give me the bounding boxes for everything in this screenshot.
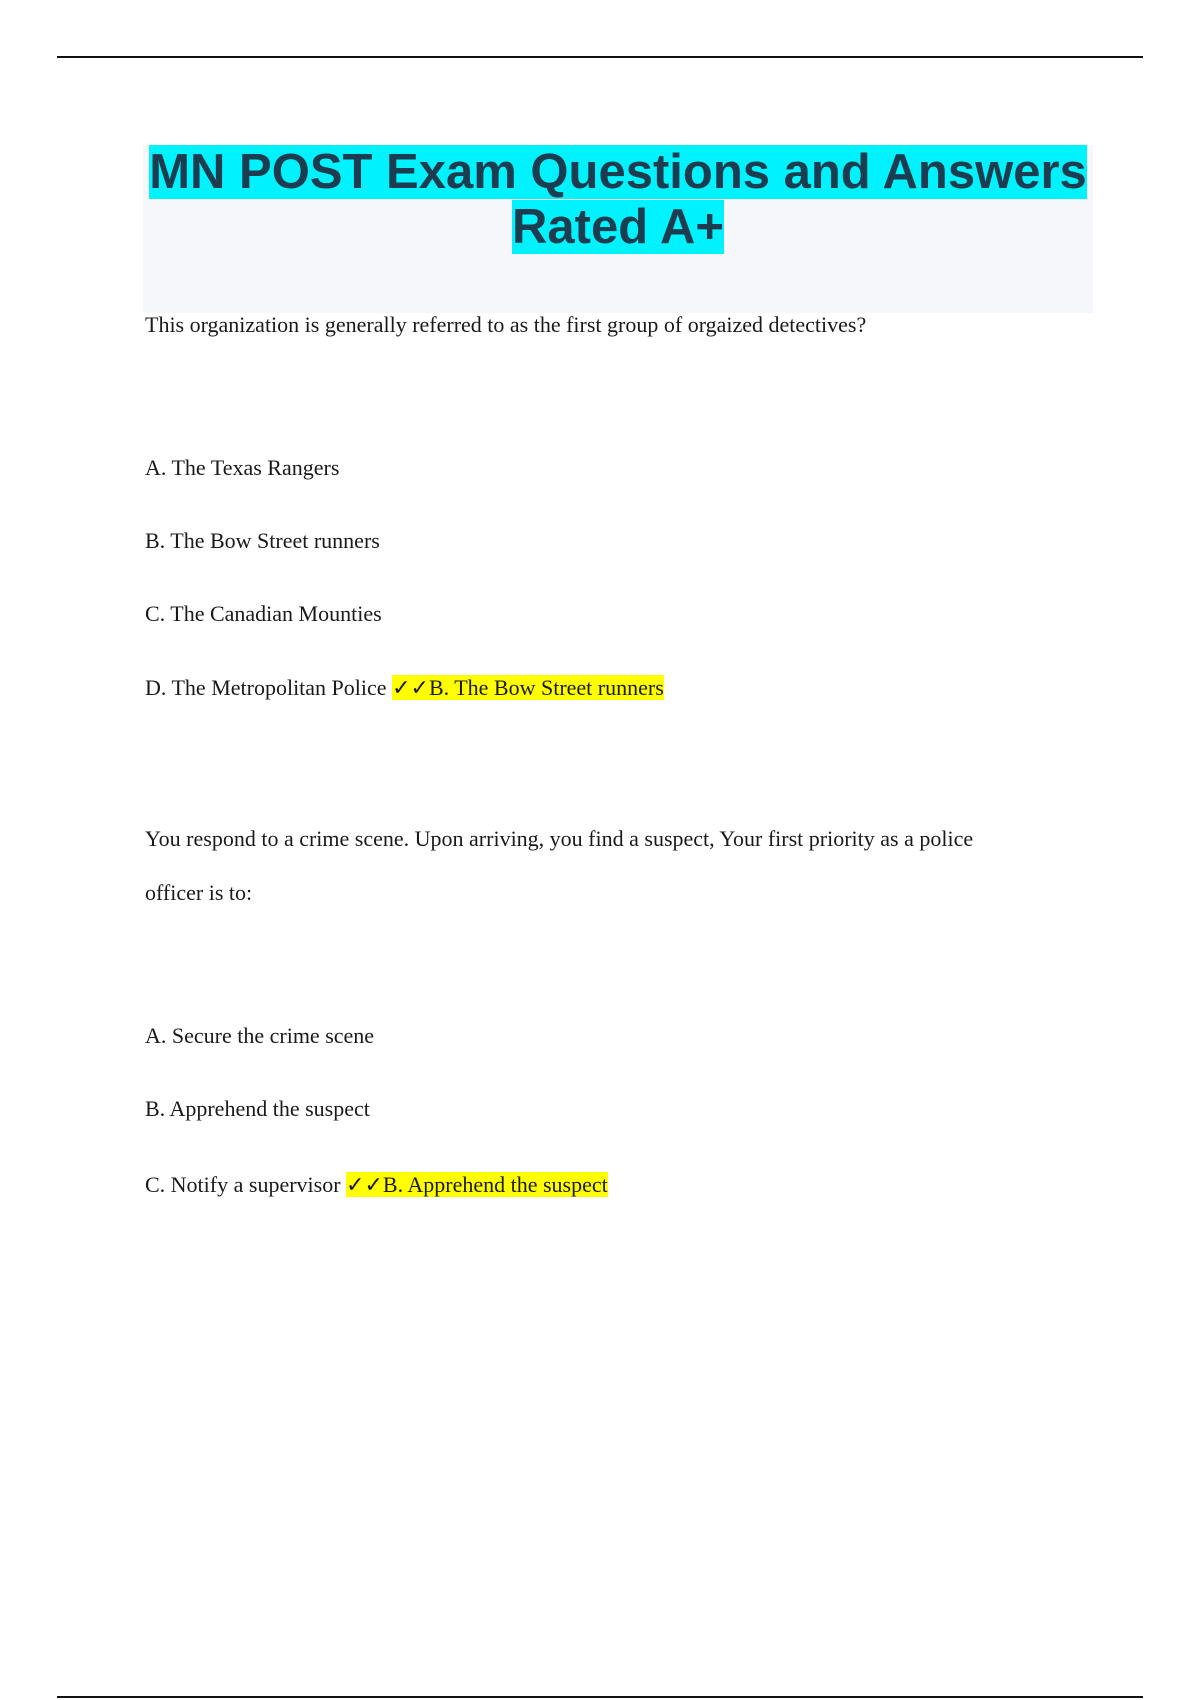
question-1-option-b: B. The Bow Street runners — [145, 528, 380, 553]
question-2-prompt-line-2: officer is to: — [145, 880, 253, 905]
bottom-rule — [57, 1696, 1143, 1698]
question-1-answer — [392, 675, 664, 700]
question-2-option-a: A. Secure the crime scene — [145, 1023, 375, 1048]
question-2-option-b: B. Apprehend the suspect — [145, 1096, 370, 1121]
question-1-option-a: A. The Texas Rangers — [145, 455, 340, 480]
question-2-answer-text: B. Apprehend the suspect — [382, 1172, 608, 1197]
question-2-prompt-line-1: You respond to a crime scene. Upon arriving, you find a suspect, Your first priority as a police — [145, 826, 974, 851]
top-rule — [57, 56, 1143, 58]
question-2-answer — [346, 1172, 608, 1197]
checkmark-icon: ✓✓ — [346, 1173, 383, 1198]
question-1-prompt: This organization is generally referred to as the first group of orgaized detectives? — [145, 312, 867, 337]
question-2-option-c: C. Notify a supervisor — [145, 1172, 341, 1197]
document-title — [143, 145, 1093, 255]
question-1-option-c: C. The Canadian Mounties — [145, 601, 382, 626]
title-line-1: MN POST Exam Questions and Answers — [149, 145, 1087, 199]
question-1-option-d: D. The Metropolitan Police — [145, 675, 387, 700]
question-2-option-c-row — [145, 1172, 608, 1199]
question-1-option-d-row — [145, 675, 664, 702]
title-block — [143, 145, 1093, 313]
checkmark-icon: ✓✓ — [392, 676, 429, 701]
title-line-2: Rated A+ — [512, 200, 724, 254]
question-1-answer-text: B. The Bow Street runners — [428, 675, 664, 700]
